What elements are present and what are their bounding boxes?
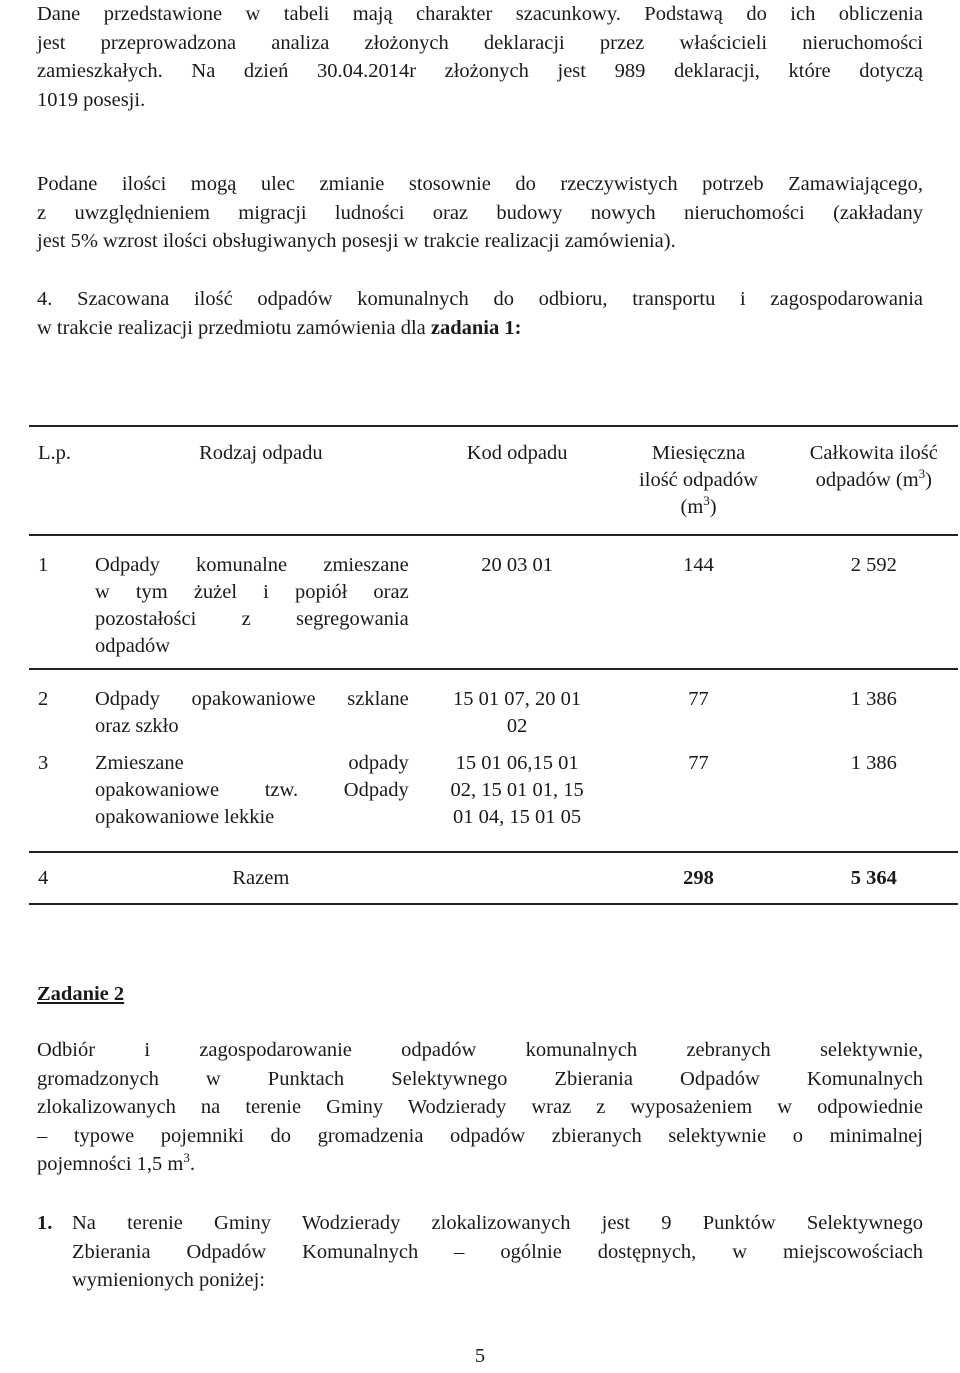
row-waste-type [95,669,427,748]
page-number: 5 [474,1345,486,1367]
row-waste-code: 20 03 01 [481,554,553,576]
text-line [37,285,923,314]
cell-line: 15 01 06,15 01 [455,752,579,774]
text-line [37,314,923,343]
cell-line: 15 01 07, 20 01 [453,688,582,710]
text-line: gromadzonych w Punktach Selektywnego Zbierania Odpadów Komunalnych [37,1067,923,1090]
waste-quantity-table [29,425,958,905]
zadanie-2-heading [37,980,923,1009]
colon: : [514,316,522,339]
cell-line: Odpady opakowaniowe szklane [94,688,409,710]
text-line: wymienionych poniżej: [72,1269,265,1291]
capacity-text: pojemności 1,5 m [37,1153,184,1175]
total-label: Razem [232,867,290,889]
section-4-text: Szacowana ilość odpadów komunalnych do odbioru, transportu i zagospodarowania [77,288,923,310]
row-lp: 1 [38,554,49,576]
text-line: Zbierania Odpadów Komunalnych – ogólnie dostępnych, w miejscowościach [72,1240,923,1263]
row-waste-type [95,535,427,669]
header-waste-type: Rodzaj odpadu [199,442,323,464]
text-line: zamieszkałych. Na dzień 30.04.2014r złożonych jest 989 deklaracji, które dotyczą [37,60,923,82]
zadanie-2-title: Zadanie 2 [37,983,125,1005]
table-row [29,748,958,852]
row-total-amount: 2 592 [850,554,897,576]
cell-line: opakowaniowe tzw. Odpady [94,779,409,801]
row-monthly-amount: 77 [688,688,709,710]
section-number: 4. [37,288,53,310]
zadanie-2-paragraph [37,1036,923,1179]
text-line: Dane przedstawione w tabeli mają charakter szacunkowy. Podstawą do ich obliczenia [37,3,923,25]
row-waste-type [95,748,427,852]
table-total-row [29,852,958,904]
quantities-note-paragraph [37,170,923,256]
text-line [37,1150,923,1179]
point-1-text [72,1209,923,1295]
text-line: Podane ilości mogą ulec zmianie stosownie do rzeczywistych potrzeb Zamawiającego, [37,173,923,195]
section-4-heading [37,285,923,342]
cell-line: odpadów [94,635,171,657]
row-total-amount: 1 386 [850,688,897,710]
point-1 [37,1209,923,1295]
header-line: Całkowita ilość [809,442,938,464]
total-empty-cell [427,852,608,904]
header-total-amount [790,426,958,535]
header-line [607,494,789,521]
table-row [29,669,958,748]
text-line: 1019 posesji. [37,88,146,111]
row-lp: 3 [38,752,49,774]
header-line: ilość odpadów [639,469,759,491]
header-lp: L.p. [38,442,72,464]
total-total-amount: 5 364 [850,867,897,889]
cell-line: 02 [506,715,528,737]
total-lp: 4 [38,867,49,889]
unit-text: odpadów (m [815,469,919,491]
row-monthly-amount: 77 [688,752,709,774]
period: . [189,1153,195,1175]
row-monthly-amount: 144 [683,554,714,576]
text-line: z uwzględnieniem migracji ludności oraz budowy nowych nieruchomości (zakładany [37,201,923,224]
table-row [29,535,958,669]
unit-text: ) [709,496,717,518]
cell-line: opakowaniowe lekkie [94,806,275,828]
cell-line: 02, 15 01 01, 15 [450,779,584,801]
text-line: jest 5% wzrost ilości obsługiwanych posesji w trakcie realizacji zamówienia). [37,230,676,252]
text-line: – typowe pojemniki do gromadzenia odpadów zbieranych selektywnie o minimalnej [37,1124,923,1147]
cell-line: oraz szkło [94,715,179,737]
row-waste-code [427,748,608,852]
intro-paragraph [37,0,923,114]
total-monthly-amount: 298 [683,867,714,889]
cell-line: Zmieszane odpady [94,752,409,774]
header-monthly-amount [607,426,789,535]
text-line: Na terenie Gminy Wodzierady zlokalizowanych jest 9 Punktów Selektywnego [72,1212,923,1234]
point-number: 1. [37,1212,53,1234]
header-waste-code: Kod odpadu [466,442,568,464]
row-total-amount: 1 386 [850,752,897,774]
header-line [790,467,958,494]
cell-line: pozostałości z segregowania [94,608,409,630]
cell-line: 01 04, 15 01 05 [453,806,582,828]
unit-superscript: 3 [918,466,926,482]
unit-superscript: 3 [183,1150,190,1166]
text-line: jest przeprowadzona analiza złożonych deklaracji przez właścicieli nieruchomości [37,31,923,54]
text-line: zlokalizowanych na terenie Gminy Wodzierady wraz z wyposażeniem w odpowiednie [37,1096,923,1118]
unit-superscript: 3 [703,493,710,509]
header-line: Miesięczna [651,442,746,464]
row-lp: 2 [38,688,49,710]
unit-text: (m [680,496,704,518]
text-line: Odbiór i zagospodarowanie odpadów komunalnych zebranych selektywnie, [37,1039,923,1061]
cell-line: Odpady komunalne zmieszane [94,554,409,576]
table-header-row [29,426,958,535]
row-waste-code [427,669,608,748]
unit-text: ) [925,469,932,491]
section-4-text: w trakcie realizacji przedmiotu zamówienia dla [37,316,431,339]
cell-line: w tym żużel i popiół oraz [94,581,409,603]
zadanie-1-label: zadania 1 [430,316,515,339]
